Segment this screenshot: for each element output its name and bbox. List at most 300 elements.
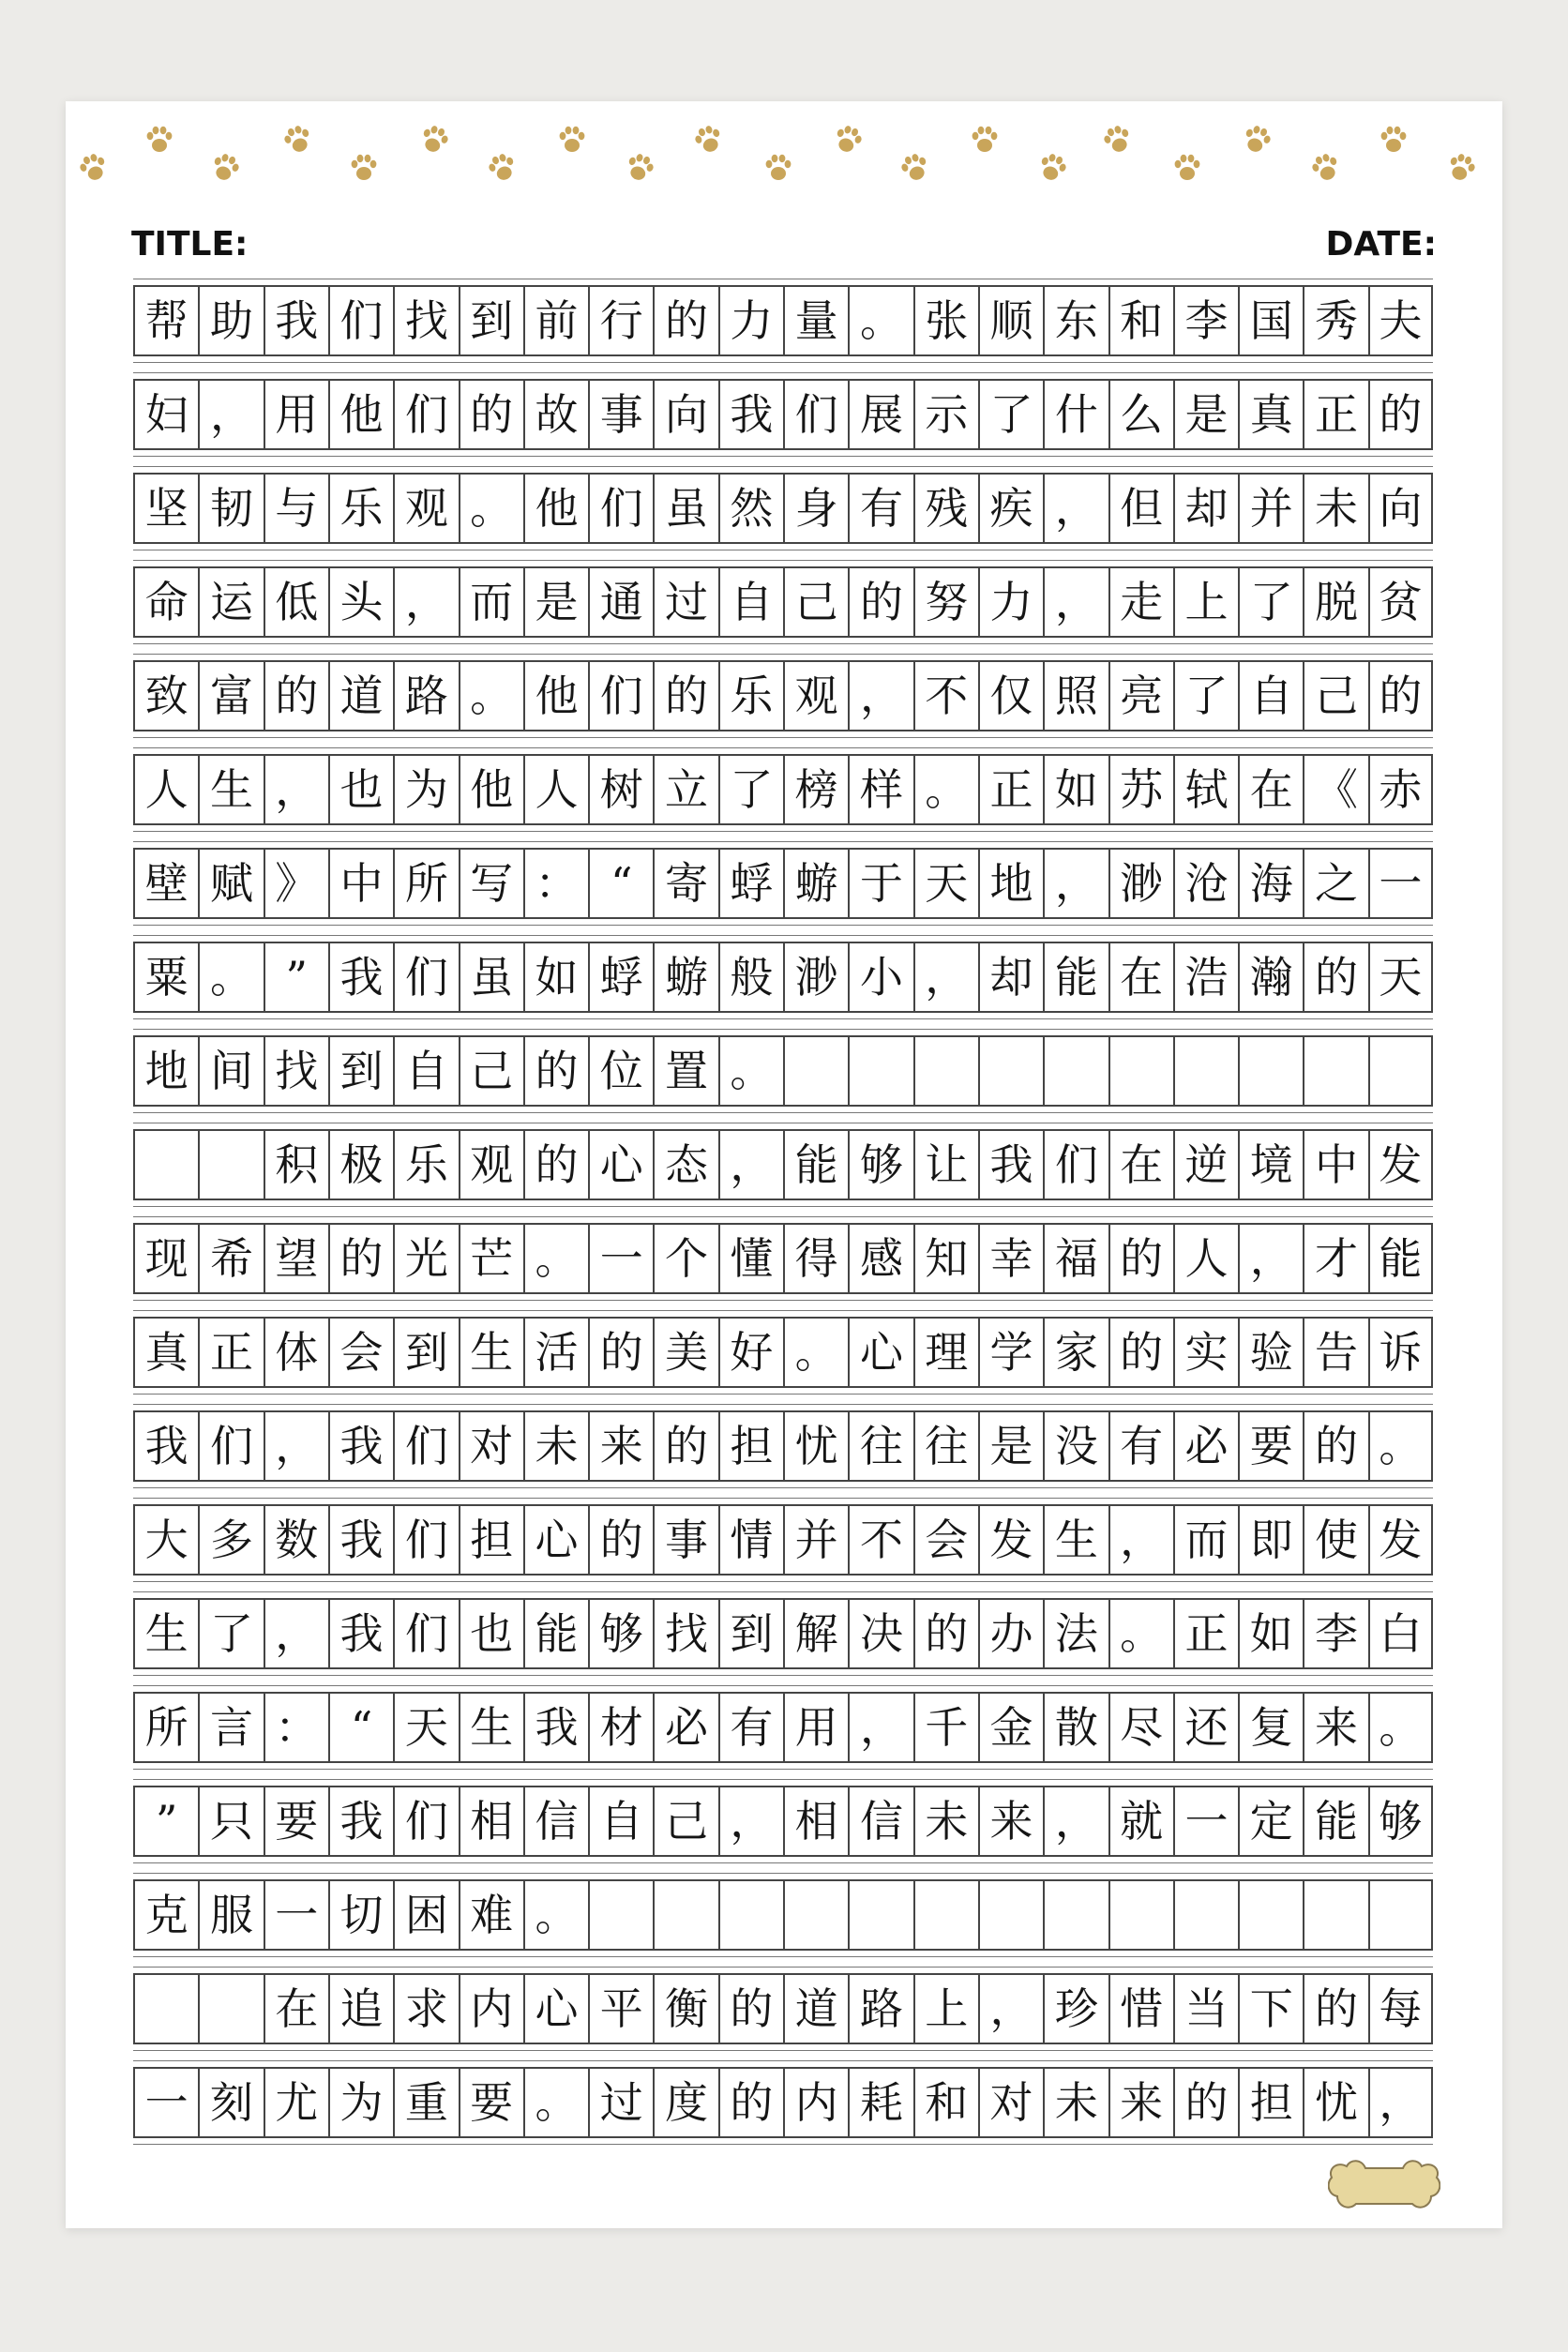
grid-cell: 会 <box>913 1506 978 1574</box>
grid-cell: 量 <box>783 287 848 354</box>
grid-cell: 光 <box>393 1225 458 1292</box>
grid-cell: 有 <box>1108 1412 1173 1480</box>
grid-cell <box>1108 1037 1173 1105</box>
grid-cell: 情 <box>718 1506 783 1574</box>
paw-print-icon <box>1309 151 1341 184</box>
grid-cell: 难 <box>459 1881 523 1949</box>
grid-cell: 内 <box>459 1975 523 2043</box>
grid-cell: 学 <box>978 1319 1043 1386</box>
grid-cell: 忧 <box>783 1412 848 1480</box>
paw-print-icon <box>209 151 241 184</box>
grid-cell: 写 <box>459 850 523 917</box>
grid-cell: 积 <box>264 1131 328 1199</box>
grid-cell: 人 <box>133 756 198 823</box>
grid-cell <box>848 1881 912 1949</box>
date-label: DATE: <box>1325 225 1437 264</box>
grid-cell: 理 <box>913 1319 978 1386</box>
grid-row <box>133 2067 1433 2138</box>
grid-cell: 才 <box>1303 1225 1367 1292</box>
grid-cell: 道 <box>328 662 393 730</box>
grid-cell: 追 <box>328 1975 393 2043</box>
grid-cell: 没 <box>1043 1412 1108 1480</box>
grid-cell: 服 <box>198 1881 263 1949</box>
grid-cell: 找 <box>264 1037 328 1105</box>
grid-cell: 我 <box>328 1600 393 1667</box>
grid-cell: 的 <box>523 1037 588 1105</box>
grid-cell <box>978 1881 1043 1949</box>
grid-cell: 蜉 <box>588 943 653 1011</box>
grid-cell: 复 <box>1238 1694 1303 1761</box>
grid-cell: 并 <box>1238 475 1303 542</box>
grid-cell <box>1173 1881 1238 1949</box>
grid-cell: 力 <box>718 287 783 354</box>
grid-cell: 对 <box>978 2069 1043 2136</box>
grid-cell: 到 <box>459 287 523 354</box>
grid-cell: 立 <box>653 756 717 823</box>
grid-cell: 贫 <box>1368 568 1433 636</box>
grid-cell: 的 <box>653 1412 717 1480</box>
grid-cell: 在 <box>1108 1131 1173 1199</box>
grid-cell: 中 <box>328 850 393 917</box>
grid-cell: 和 <box>1108 287 1173 354</box>
grid-cell: 散 <box>1043 1694 1108 1761</box>
grid-cell: 也 <box>459 1600 523 1667</box>
grid-cell: 发 <box>978 1506 1043 1574</box>
grid-cell: ： <box>523 850 588 917</box>
grid-cell: 未 <box>913 1787 978 1855</box>
grid-cell: 事 <box>653 1506 717 1574</box>
grid-cell: 路 <box>848 1975 912 2043</box>
grid-cell: 好 <box>718 1319 783 1386</box>
grid-cell: 到 <box>393 1319 458 1386</box>
grid-cell: 相 <box>459 1787 523 1855</box>
grid-cell: 未 <box>1303 475 1367 542</box>
title-label: TITLE: <box>131 225 249 264</box>
grid-cell: 够 <box>588 1600 653 1667</box>
grid-cell: 。 <box>848 287 912 354</box>
grid-cell: ： <box>264 1694 328 1761</box>
grid-cell: 即 <box>1238 1506 1303 1574</box>
grid-cell: 们 <box>588 662 653 730</box>
grid-cell: 能 <box>1043 943 1108 1011</box>
grid-cell <box>133 1131 198 1199</box>
grid-row <box>133 848 1433 919</box>
grid-cell: 妇 <box>133 381 198 448</box>
grid-cell: 用 <box>264 381 328 448</box>
grid-cell: 事 <box>588 381 653 448</box>
grid-cell: 走 <box>1108 568 1173 636</box>
grid-cell: 切 <box>328 1881 393 1949</box>
grid-cell: 海 <box>1238 850 1303 917</box>
grid-cell: 材 <box>588 1694 653 1761</box>
grid-cell: 的 <box>913 1600 978 1667</box>
grid-cell: 对 <box>459 1412 523 1480</box>
paw-print-icon <box>560 127 585 152</box>
grid-cell: 心 <box>523 1506 588 1574</box>
grid-cell: 只 <box>198 1787 263 1855</box>
grid-cell: 验 <box>1238 1319 1303 1386</box>
grid-cell: ， <box>848 662 912 730</box>
grid-cell: 浩 <box>1173 943 1238 1011</box>
grid-cell: 乐 <box>718 662 783 730</box>
grid-cell: 与 <box>264 475 328 542</box>
grid-cell <box>1238 1881 1303 1949</box>
grid-cell: 。 <box>718 1037 783 1105</box>
grid-cell: 法 <box>1043 1600 1108 1667</box>
grid-cell: 告 <box>1303 1319 1367 1386</box>
grid-row <box>133 1973 1433 2044</box>
grid-cell: 而 <box>459 568 523 636</box>
paw-print-icon <box>692 123 724 156</box>
grid-cell: 一 <box>264 1881 328 1949</box>
grid-cell: 家 <box>1043 1319 1108 1386</box>
grid-cell: 美 <box>653 1319 717 1386</box>
grid-cell: 我 <box>328 1412 393 1480</box>
grid-cell: 己 <box>783 568 848 636</box>
grid-cell: 。 <box>459 662 523 730</box>
grid-cell: 向 <box>653 381 717 448</box>
grid-cell: 是 <box>523 568 588 636</box>
grid-cell: 求 <box>393 1975 458 2043</box>
grid-cell: 能 <box>1368 1225 1433 1292</box>
grid-row <box>133 1598 1433 1669</box>
grid-cell: 我 <box>978 1131 1043 1199</box>
grid-cell <box>1368 1037 1433 1105</box>
grid-cell: 如 <box>1238 1600 1303 1667</box>
grid-cell: 真 <box>1238 381 1303 448</box>
grid-cell: 和 <box>913 2069 978 2136</box>
grid-cell: ” <box>264 943 328 1011</box>
grid-cell: 到 <box>718 1600 783 1667</box>
grid-cell: 人 <box>523 756 588 823</box>
grid-cell: 到 <box>328 1037 393 1105</box>
grid-cell: 蝣 <box>653 943 717 1011</box>
grid-cell: 《 <box>1303 756 1367 823</box>
grid-cell: 天 <box>1368 943 1433 1011</box>
paw-print-icon <box>1101 123 1133 156</box>
grid-cell: 低 <box>264 568 328 636</box>
grid-cell: 能 <box>783 1131 848 1199</box>
grid-cell <box>1173 1037 1238 1105</box>
grid-cell: 通 <box>588 568 653 636</box>
grid-cell: 望 <box>264 1225 328 1292</box>
grid-cell: 头 <box>328 568 393 636</box>
grid-cell: 然 <box>718 475 783 542</box>
grid-cell: 粟 <box>133 943 198 1011</box>
grid-cell: 正 <box>198 1319 263 1386</box>
grid-row <box>133 1223 1433 1294</box>
grid-cell: 东 <box>1043 287 1108 354</box>
grid-cell: 但 <box>1108 475 1173 542</box>
grid-cell: 是 <box>978 1412 1043 1480</box>
grid-cell: 壁 <box>133 850 198 917</box>
grid-row <box>133 566 1433 638</box>
grid-cell: 。 <box>913 756 978 823</box>
grid-cell: 还 <box>1173 1694 1238 1761</box>
grid-cell: 夫 <box>1368 287 1433 354</box>
grid-cell: 使 <box>1303 1506 1367 1574</box>
grid-cell: 而 <box>1173 1506 1238 1574</box>
grid-cell: 。 <box>1108 1600 1173 1667</box>
grid-cell: 了 <box>1238 568 1303 636</box>
grid-cell: 他 <box>523 475 588 542</box>
grid-cell: 他 <box>459 756 523 823</box>
paw-print-icon <box>1036 151 1068 184</box>
grid-cell: 的 <box>1303 1412 1367 1480</box>
grid-cell: 当 <box>1173 1975 1238 2043</box>
grid-cell <box>1108 1881 1173 1949</box>
paw-print-icon <box>1381 127 1407 152</box>
grid-cell: 赤 <box>1368 756 1433 823</box>
grid-cell <box>198 1131 263 1199</box>
grid-cell: 运 <box>198 568 263 636</box>
grid-cell: 路 <box>393 662 458 730</box>
grid-cell: 必 <box>1173 1412 1238 1480</box>
grid-cell: 现 <box>133 1225 198 1292</box>
grid-cell: 内 <box>783 2069 848 2136</box>
grid-cell: 会 <box>328 1319 393 1386</box>
grid-cell: 就 <box>1108 1787 1173 1855</box>
grid-cell: 每 <box>1368 1975 1433 2043</box>
grid-cell <box>1238 1037 1303 1105</box>
grid-cell: 的 <box>1368 381 1433 448</box>
grid-cell <box>653 1881 717 1949</box>
grid-cell: 的 <box>1108 1319 1173 1386</box>
grid-cell: 中 <box>1303 1131 1367 1199</box>
grid-cell: 向 <box>1368 475 1433 542</box>
grid-cell: 感 <box>848 1225 912 1292</box>
grid-cell: 命 <box>133 568 198 636</box>
grid-cell: 的 <box>1368 662 1433 730</box>
grid-cell: ， <box>1238 1225 1303 1292</box>
grid-cell: 大 <box>133 1506 198 1574</box>
grid-cell: 千 <box>913 1694 978 1761</box>
grid-cell: 亮 <box>1108 662 1173 730</box>
grid-cell: 信 <box>848 1787 912 1855</box>
grid-cell: 知 <box>913 1225 978 1292</box>
grid-cell: 们 <box>1043 1131 1108 1199</box>
grid-cell: 们 <box>393 1412 458 1480</box>
grid-row <box>133 473 1433 544</box>
grid-cell: 要 <box>459 2069 523 2136</box>
grid-cell: 渺 <box>1108 850 1173 917</box>
grid-cell: 发 <box>1368 1506 1433 1574</box>
grid-cell: 顺 <box>978 287 1043 354</box>
grid-cell: 小 <box>848 943 912 1011</box>
grid-cell: 未 <box>1043 2069 1108 2136</box>
grid-cell: ， <box>264 1600 328 1667</box>
grid-cell: 疾 <box>978 475 1043 542</box>
grid-cell: 得 <box>783 1225 848 1292</box>
grid-cell: 了 <box>198 1600 263 1667</box>
grid-cell: 耗 <box>848 2069 912 2136</box>
writing-grid <box>133 285 1433 2161</box>
grid-row <box>133 1879 1433 1951</box>
grid-cell: 树 <box>588 756 653 823</box>
grid-cell: 们 <box>588 475 653 542</box>
grid-cell: 解 <box>783 1600 848 1667</box>
grid-cell: 在 <box>264 1975 328 2043</box>
paw-print-icon <box>1241 123 1273 156</box>
grid-cell: 己 <box>653 1787 717 1855</box>
grid-cell: ， <box>1043 568 1108 636</box>
paw-print-icon <box>898 151 930 184</box>
grid-cell: 如 <box>1043 756 1108 823</box>
grid-cell: 够 <box>1368 1787 1433 1855</box>
grid-cell: 虽 <box>459 943 523 1011</box>
grid-cell: ， <box>198 381 263 448</box>
grid-cell: 生 <box>459 1319 523 1386</box>
grid-cell: 却 <box>1173 475 1238 542</box>
grid-cell: 观 <box>783 662 848 730</box>
grid-cell: 所 <box>393 850 458 917</box>
grid-cell: 芒 <box>459 1225 523 1292</box>
grid-cell: 们 <box>198 1412 263 1480</box>
grid-cell: “ <box>588 850 653 917</box>
grid-cell: 行 <box>588 287 653 354</box>
grid-cell: 自 <box>393 1037 458 1105</box>
grid-cell: 蜉 <box>718 850 783 917</box>
grid-cell: 担 <box>459 1506 523 1574</box>
grid-cell: 国 <box>1238 287 1303 354</box>
grid-cell: 尽 <box>1108 1694 1173 1761</box>
grid-cell: ， <box>1368 2069 1433 2136</box>
grid-cell: 上 <box>913 1975 978 2043</box>
grid-cell: ， <box>1108 1506 1173 1574</box>
grid-cell: 来 <box>1303 1694 1367 1761</box>
grid-cell <box>1043 1881 1108 1949</box>
grid-cell: 的 <box>653 287 717 354</box>
grid-cell: 平 <box>588 1975 653 2043</box>
grid-cell: 的 <box>588 1319 653 1386</box>
paw-print-icon <box>832 123 864 156</box>
grid-row <box>133 1035 1433 1107</box>
grid-cell: 助 <box>198 287 263 354</box>
grid-cell: 一 <box>133 2069 198 2136</box>
grid-cell: 一 <box>1173 1787 1238 1855</box>
grid-cell: 逆 <box>1173 1131 1238 1199</box>
paw-print-icon <box>624 151 656 184</box>
grid-cell <box>783 1037 848 1105</box>
grid-cell: 乐 <box>393 1131 458 1199</box>
grid-cell: 们 <box>393 1600 458 1667</box>
grid-cell: 所 <box>133 1694 198 1761</box>
paw-border <box>66 101 1502 204</box>
grid-cell: 张 <box>913 287 978 354</box>
grid-cell: 的 <box>459 381 523 448</box>
grid-cell: 担 <box>1238 2069 1303 2136</box>
grid-cell: 信 <box>523 1787 588 1855</box>
grid-row <box>133 285 1433 356</box>
bone-icon <box>1328 2157 1440 2217</box>
grid-cell: 来 <box>978 1787 1043 1855</box>
grid-cell: 。 <box>523 1881 588 1949</box>
paw-print-icon <box>281 123 313 156</box>
grid-cell: 致 <box>133 662 198 730</box>
grid-cell: 发 <box>1368 1131 1433 1199</box>
paw-print-icon <box>486 151 518 184</box>
grid-cell: 了 <box>978 381 1043 448</box>
grid-cell <box>913 1881 978 1949</box>
grid-cell: 心 <box>523 1975 588 2043</box>
grid-cell: 正 <box>978 756 1043 823</box>
grid-cell: 什 <box>1043 381 1108 448</box>
grid-cell: 办 <box>978 1600 1043 1667</box>
grid-cell: 置 <box>653 1037 717 1105</box>
grid-row <box>133 1129 1433 1200</box>
grid-cell: 言 <box>198 1694 263 1761</box>
grid-cell: 往 <box>913 1412 978 1480</box>
paw-print-icon <box>972 127 998 152</box>
grid-cell: 样 <box>848 756 912 823</box>
grid-cell: 自 <box>588 1787 653 1855</box>
grid-cell: 生 <box>198 756 263 823</box>
grid-cell: 的 <box>1108 1225 1173 1292</box>
grid-cell: 。 <box>1368 1412 1433 1480</box>
grid-cell: 尤 <box>264 2069 328 2136</box>
grid-row <box>133 754 1433 825</box>
grid-cell: 位 <box>588 1037 653 1105</box>
grid-cell: ， <box>913 943 978 1011</box>
grid-cell: 能 <box>1303 1787 1367 1855</box>
grid-cell: ， <box>718 1787 783 1855</box>
grid-cell: 相 <box>783 1787 848 1855</box>
grid-cell: 能 <box>523 1600 588 1667</box>
grid-cell: 努 <box>913 568 978 636</box>
grid-cell: 让 <box>913 1131 978 1199</box>
grid-cell: 金 <box>978 1694 1043 1761</box>
grid-cell: 度 <box>653 2069 717 2136</box>
grid-cell: 他 <box>523 662 588 730</box>
grid-cell: 我 <box>718 381 783 448</box>
grid-row <box>133 1317 1433 1388</box>
grid-cell: 的 <box>264 662 328 730</box>
grid-row <box>133 942 1433 1013</box>
grid-cell: ” <box>133 1787 198 1855</box>
grid-cell: 。 <box>523 2069 588 2136</box>
grid-cell: 极 <box>328 1131 393 1199</box>
grid-cell: 于 <box>848 850 912 917</box>
grid-cell <box>718 1881 783 1949</box>
grid-cell: 天 <box>913 850 978 917</box>
grid-cell: 我 <box>133 1412 198 1480</box>
grid-cell: 珍 <box>1043 1975 1108 2043</box>
grid-cell: 我 <box>328 943 393 1011</box>
grid-cell: 不 <box>848 1506 912 1574</box>
grid-cell: 不 <box>913 662 978 730</box>
grid-cell: 用 <box>783 1694 848 1761</box>
grid-cell: 榜 <box>783 756 848 823</box>
grid-cell: 找 <box>653 1600 717 1667</box>
grid-row <box>133 1692 1433 1763</box>
grid-cell: 沧 <box>1173 850 1238 917</box>
grid-cell: 之 <box>1303 850 1367 917</box>
grid-cell: 过 <box>653 568 717 636</box>
grid-cell: 正 <box>1303 381 1367 448</box>
grid-cell: 。 <box>1368 1694 1433 1761</box>
grid-cell: 观 <box>393 475 458 542</box>
grid-cell: 般 <box>718 943 783 1011</box>
grid-row <box>133 1410 1433 1482</box>
grid-cell: 有 <box>848 475 912 542</box>
grid-cell: 前 <box>523 287 588 354</box>
grid-cell: 一 <box>588 1225 653 1292</box>
grid-cell: 态 <box>653 1131 717 1199</box>
grid-cell: ， <box>264 1412 328 1480</box>
grid-cell: 多 <box>198 1506 263 1574</box>
grid-cell: 的 <box>328 1225 393 1292</box>
grid-cell: ， <box>1043 475 1108 542</box>
